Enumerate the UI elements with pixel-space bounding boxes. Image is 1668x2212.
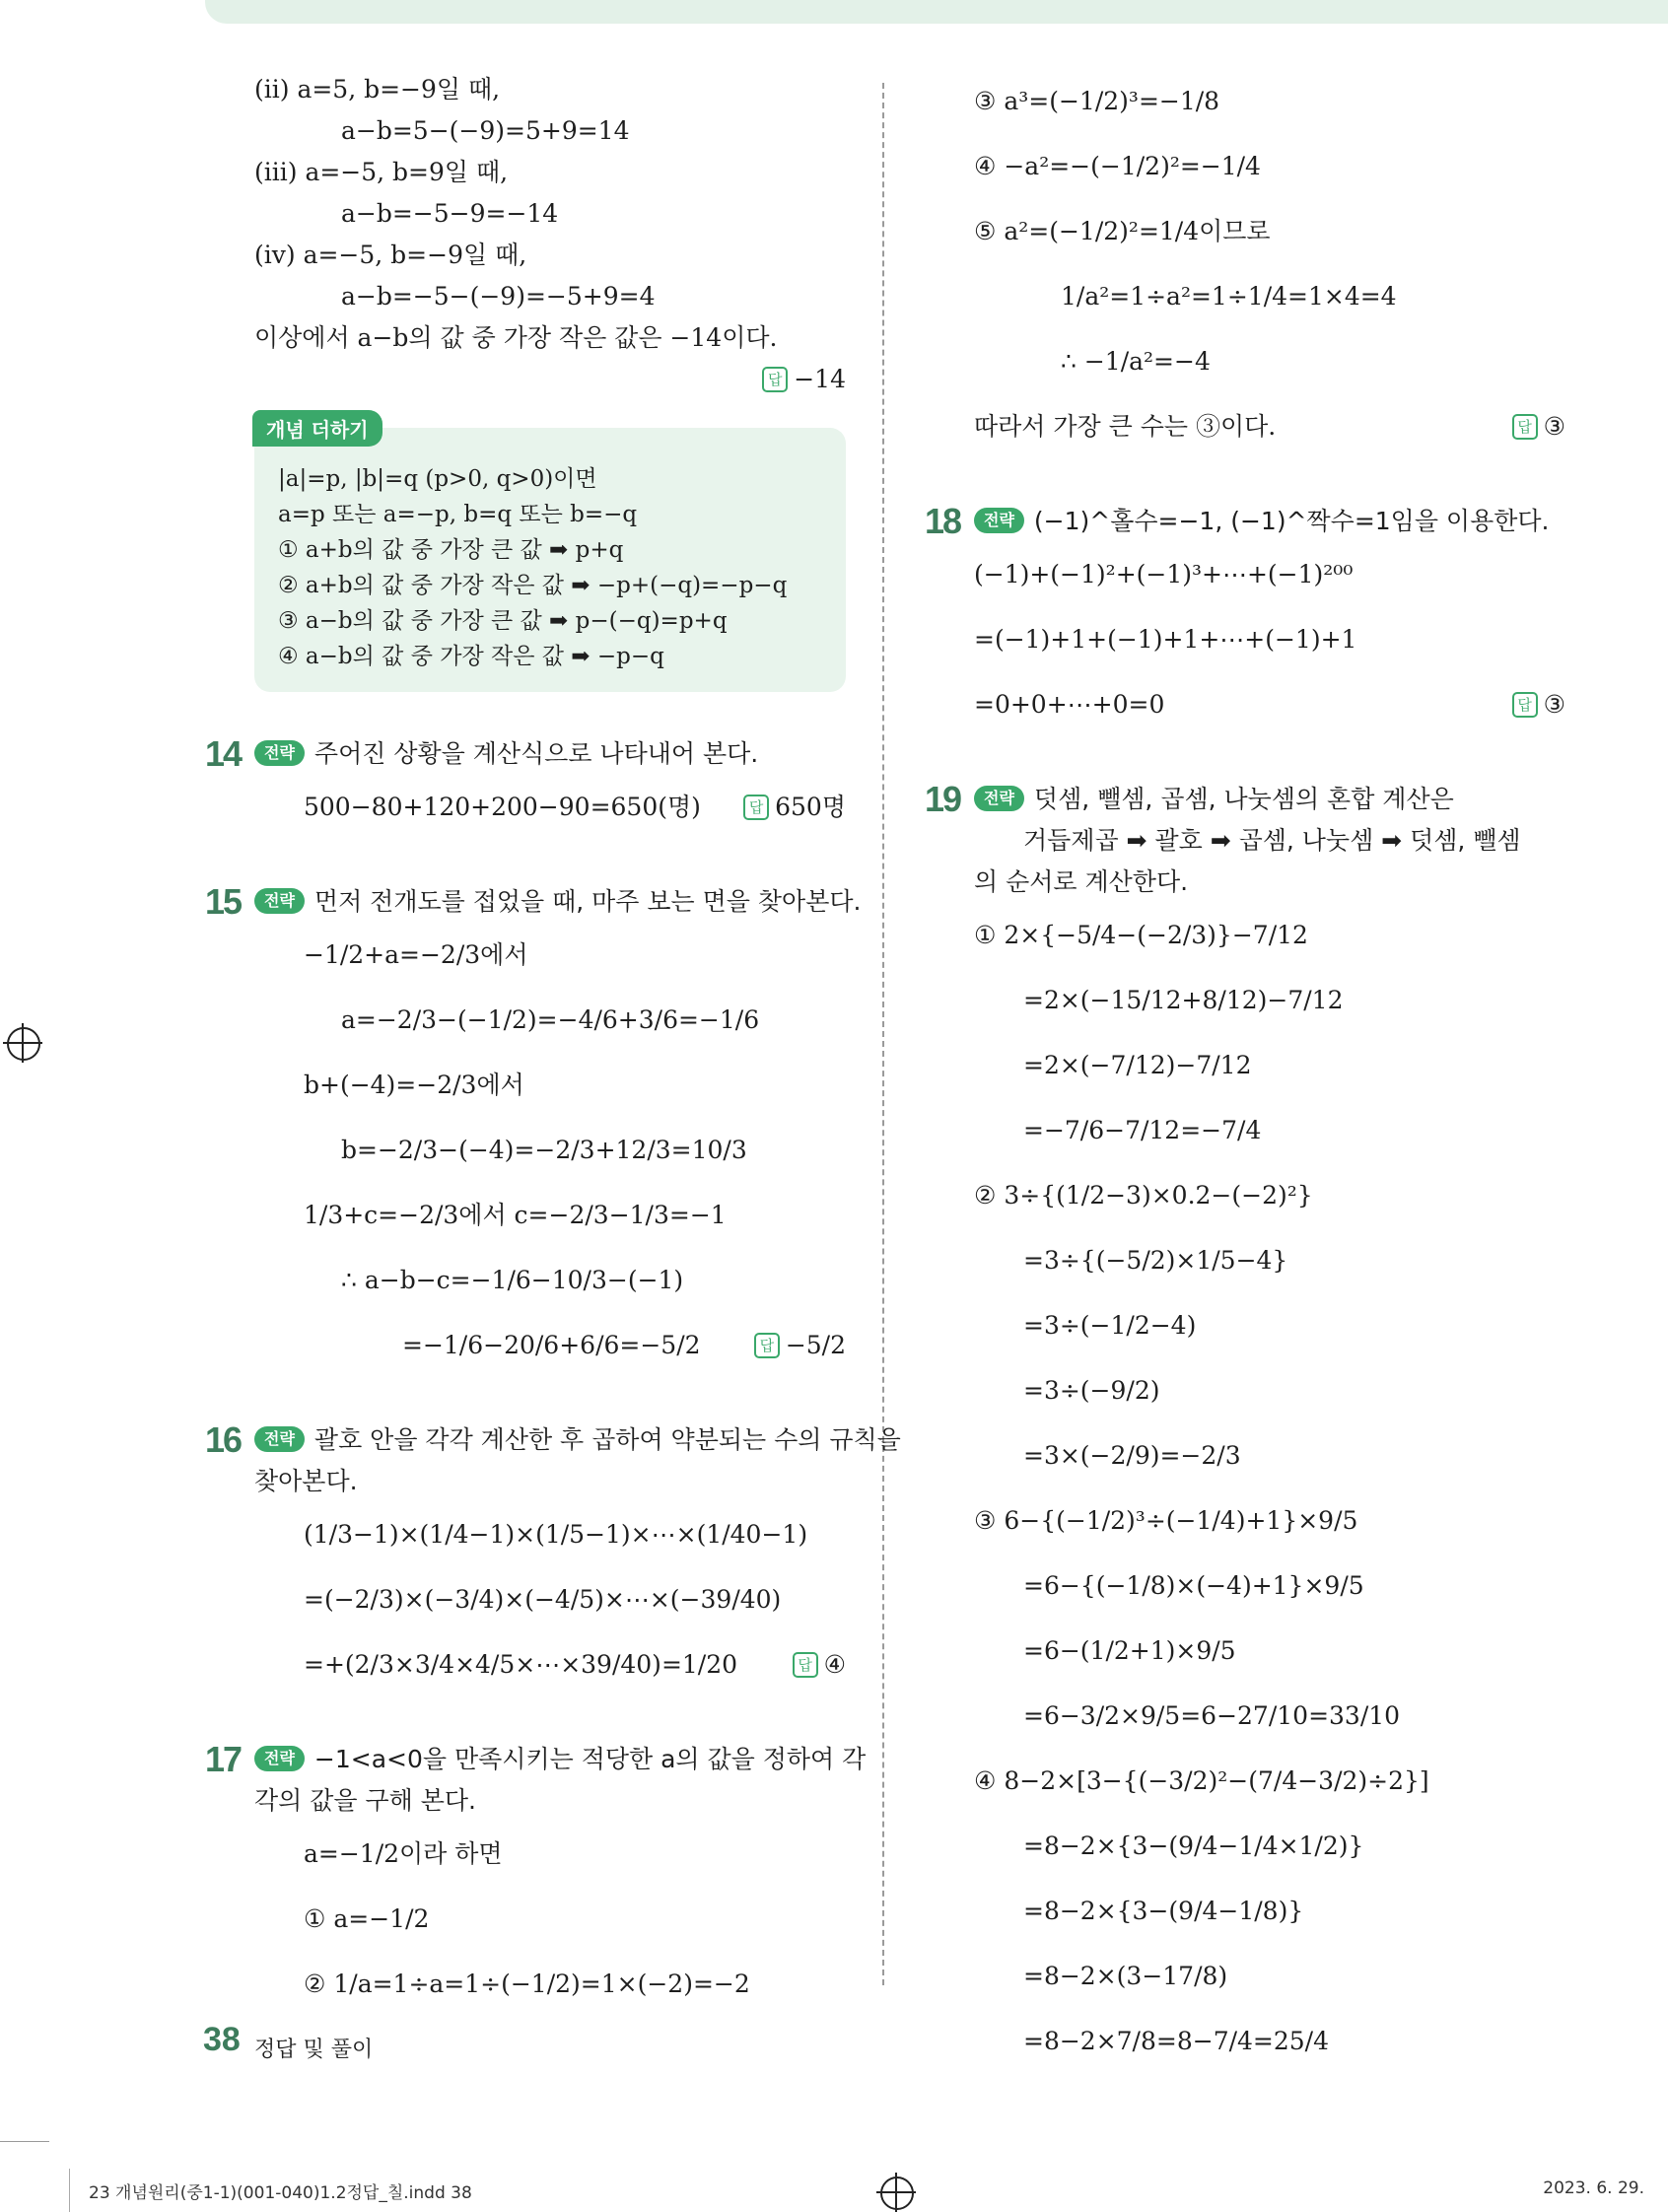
problem-17: [205, 1739, 867, 2017]
strategy-text: (−1)^홀수=−1, (−1)^짝수=1임을 이용한다.: [1033, 507, 1550, 535]
strategy-text-cont: 각의 값을 구해 본다.: [254, 1786, 476, 1815]
problem-number: 14: [205, 733, 242, 774]
solution-line: a=−2/3−(−1/2)=−4/6+3/6=−1/6: [341, 1005, 760, 1034]
strategy-text-cont: 의 순서로 계산한다.: [974, 867, 1189, 896]
file-slug: 23 개념원리(중1-1)(001-040)1.2정답_칠.indd 38: [89, 2183, 472, 2203]
intro-answer-row: [254, 359, 846, 400]
answer: [793, 1632, 846, 1697]
solution-line: ③ 6−{(−1/2)³÷(−1/4)+1}×9/5: [974, 1506, 1358, 1535]
answer: [762, 359, 846, 400]
solution-line: ① a=−1/2: [304, 1904, 430, 1933]
solution-line: =0+0+⋯+0=0 답 ③: [974, 672, 1565, 737]
concept-line: ② a+b의 값 중 가장 작은 값 ➡ −p+(−q)=−p−q: [278, 573, 788, 598]
solution-line: =6−(1/2+1)×9/5: [1023, 1636, 1236, 1665]
strategy-text: 먼저 전개도를 접었을 때, 마주 보는 면을 찾아본다.: [313, 887, 862, 916]
strategy-tag: 전략: [254, 1746, 305, 1771]
problem-number: 17: [205, 1739, 242, 1779]
solution-line: ② 3÷{(1/2−3)×0.2−(−2)²}: [974, 1181, 1313, 1210]
solution-line: =+(2/3×3/4×4/5×⋯×39/40)=1/20 답 ④: [254, 1632, 846, 1697]
strategy-text: 덧셈, 뺄셈, 곱셈, 나눗셈의 혼합 계산은: [1033, 785, 1454, 813]
solution-line: ② 1/a=1÷a=1÷(−1/2)=1×(−2)=−2: [304, 1970, 750, 1998]
solution-line: a−b=−5−9=−14: [341, 199, 559, 228]
concept-line: |a|=p, |b|=q (p>0, q>0)이면: [278, 466, 597, 492]
concept-line: ③ a−b의 값 중 가장 큰 값 ➡ p−(−q)=p+q: [278, 608, 728, 634]
answer: [1512, 672, 1565, 737]
continued-solution: [974, 69, 1565, 459]
page-number: 38: [203, 2021, 241, 2058]
strategy-tag: 전략: [974, 508, 1024, 533]
solution-line: −1/2+a=−2/3에서: [304, 940, 528, 969]
solution-line: a−b=−5−(−9)=−5+9=4: [341, 282, 656, 311]
concept-line: ① a+b의 값 중 가장 큰 값 ➡ p+q: [278, 537, 624, 563]
right-column: [925, 69, 1565, 2074]
solution-line: (ⅱ) a=5, b=−9일 때,: [254, 75, 501, 104]
registration-mark-icon: [7, 1027, 40, 1061]
solution-line: (ⅳ) a=−5, b=−9일 때,: [254, 241, 527, 269]
solution-line: (1/3−1)×(1/4−1)×(1/5−1)×⋯×(1/40−1): [304, 1520, 808, 1549]
solution-line: (−1)+(−1)²+(−1)³+⋯+(−1)²⁰⁰: [974, 560, 1354, 588]
left-problems: [205, 733, 901, 2017]
strategy-text: 주어진 상황을 계산식으로 나타내어 본다.: [313, 739, 759, 768]
strategy-tag: 전략: [254, 1426, 305, 1452]
solution-line: 500−80+120+200−90=650(명) 답 650명: [254, 775, 846, 840]
intro-solution: [254, 69, 846, 359]
problem-number: 19: [925, 779, 961, 819]
left-column: [205, 69, 901, 2017]
solution-line: =(−1)+1+(−1)+1+⋯+(−1)+1: [974, 625, 1357, 654]
problem-14: [205, 733, 846, 840]
solution-line: =8−2×{3−(9/4−1/4×1/2)}: [1023, 1832, 1364, 1860]
problem-number: 16: [205, 1419, 242, 1460]
strategy-text: 괄호 안을 각각 계산한 후 곱하여 약분되는 수의 규칙을: [313, 1425, 901, 1454]
solution-line: =8−2×(3−17/8): [1023, 1962, 1228, 1990]
solution-line: =8−2×{3−(9/4−1/8)}: [1023, 1897, 1304, 1925]
right-problems: [925, 501, 1565, 2074]
solution-line: =(−2/3)×(−3/4)×(−4/5)×⋯×(−39/40): [304, 1585, 782, 1614]
solution-line: =3÷(−9/2): [1023, 1376, 1160, 1405]
solution-line: =8−2×7/8=8−7/4=25/4: [1023, 2027, 1330, 2055]
solution-line: 따라서 가장 큰 수는 ③이다. 답 ③: [974, 394, 1565, 459]
problem-18: [925, 501, 1565, 737]
answer-value: 650명: [775, 793, 846, 821]
solution-line: b+(−4)=−2/3에서: [304, 1071, 524, 1099]
problem-strategy: [925, 779, 1565, 820]
answer-value: ③: [1543, 690, 1565, 719]
problem-strategy: [925, 501, 1565, 542]
solution-line: 1/3+c=−2/3에서 c=−2/3−1/3=−1: [304, 1201, 727, 1229]
solution-line: ③ a³=(−1/2)³=−1/8: [974, 87, 1220, 115]
answer-badge-icon: 답: [1512, 414, 1538, 440]
top-band: [205, 0, 1668, 24]
answer-badge-icon: 답: [754, 1333, 780, 1358]
answer-value: −14: [794, 365, 846, 393]
solution-line: =2×(−15/12+8/12)−7/12: [1023, 986, 1344, 1014]
answer-badge-icon: 답: [1512, 692, 1538, 718]
answer: [743, 775, 846, 840]
concept-label: 개념 더하기: [252, 410, 382, 447]
solution-line: 이상에서 a−b의 값 중 가장 작은 값은 −14이다.: [254, 323, 778, 352]
solution-line: ④ −a²=−(−1/2)²=−1/4: [974, 152, 1261, 180]
solution-line: 1/a²=1÷a²=1÷1/4=1×4=4: [1061, 282, 1397, 311]
solution-line: a−b=5−(−9)=5+9=14: [341, 116, 630, 145]
strategy-text-cont: 찾아본다.: [254, 1467, 358, 1495]
strategy-tag: 전략: [254, 740, 305, 766]
concept-lines: [278, 461, 822, 674]
problem-15: [205, 881, 862, 1378]
solution-line: ⑤ a²=(−1/2)²=1/4이므로: [974, 217, 1271, 245]
problem-strategy: [205, 881, 862, 923]
solution-line: ① 2×{−5/4−(−2/3)}−7/12: [974, 921, 1308, 949]
print-date: 2023. 6. 29.: [1543, 2178, 1644, 2198]
answer: [754, 1313, 846, 1378]
column-divider: [882, 83, 884, 1985]
solution-line: (ⅲ) a=−5, b=9일 때,: [254, 158, 509, 186]
strategy-tag: 전략: [254, 888, 305, 914]
concept-line: ④ a−b의 값 중 가장 작은 값 ➡ −p−q: [278, 644, 664, 669]
crop-mark-vertical: [69, 2169, 70, 2212]
problem-number: 15: [205, 881, 242, 922]
solution-line: a=−1/2이라 하면: [304, 1839, 503, 1868]
answer-badge-icon: 답: [793, 1652, 818, 1678]
answer-badge-icon: 답: [762, 367, 788, 392]
solution-line: =6−3/2×9/5=6−27/10=33/10: [1023, 1701, 1401, 1730]
solution-line: =−1/6−20/6+6/6=−5/2 답 −5/2: [254, 1313, 846, 1378]
solution-line: ∴ a−b−c=−1/6−10/3−(−1): [341, 1266, 684, 1294]
solution-line: =2×(−7/12)−7/12: [1023, 1051, 1252, 1079]
strategy-text: −1<a<0을 만족시키는 적당한 a의 값을 정하여 각: [313, 1745, 867, 1773]
answer-value: ③: [1543, 412, 1565, 441]
registration-mark-icon: [880, 2177, 914, 2210]
solution-line: ④ 8−2×[3−{(−3/2)²−(7/4−3/2)÷2}]: [974, 1766, 1429, 1795]
solution-line: =6−{(−1/8)×(−4)+1}×9/5: [1023, 1571, 1364, 1600]
problem-strategy: [205, 1739, 867, 1780]
answer-value: −5/2: [785, 1331, 846, 1359]
solution-line: =3÷{(−5/2)×1/5−4}: [1023, 1246, 1288, 1275]
solution-line: =−7/6−7/12=−7/4: [1023, 1116, 1262, 1144]
solution-line: ∴ −1/a²=−4: [1061, 347, 1211, 376]
solution-line: =3×(−2/9)=−2/3: [1023, 1441, 1241, 1470]
crop-mark: [0, 2141, 49, 2142]
problem-16: [205, 1419, 901, 1697]
concept-line: a=p 또는 a=−p, b=q 또는 b=−q: [278, 502, 638, 527]
solution-line: =3÷(−1/2−4): [1023, 1311, 1197, 1340]
problem-strategy: [205, 1419, 901, 1461]
concept-box: [254, 418, 846, 692]
problem-19: [925, 779, 1565, 2074]
answer: [1512, 394, 1565, 459]
answer-value: ④: [823, 1650, 846, 1679]
strategy-tag: 전략: [974, 786, 1024, 811]
strategy-text-cont: 거듭제곱 ➡ 괄호 ➡ 곱셈, 나눗셈 ➡ 덧셈, 뺄셈: [1023, 826, 1521, 855]
answer-badge-icon: 답: [743, 795, 769, 820]
problem-strategy: [205, 733, 846, 775]
problem-number: 18: [925, 501, 961, 541]
section-title: 정답 및 풀이: [254, 2038, 374, 2062]
solution-line: b=−2/3−(−4)=−2/3+12/3=10/3: [341, 1136, 747, 1164]
